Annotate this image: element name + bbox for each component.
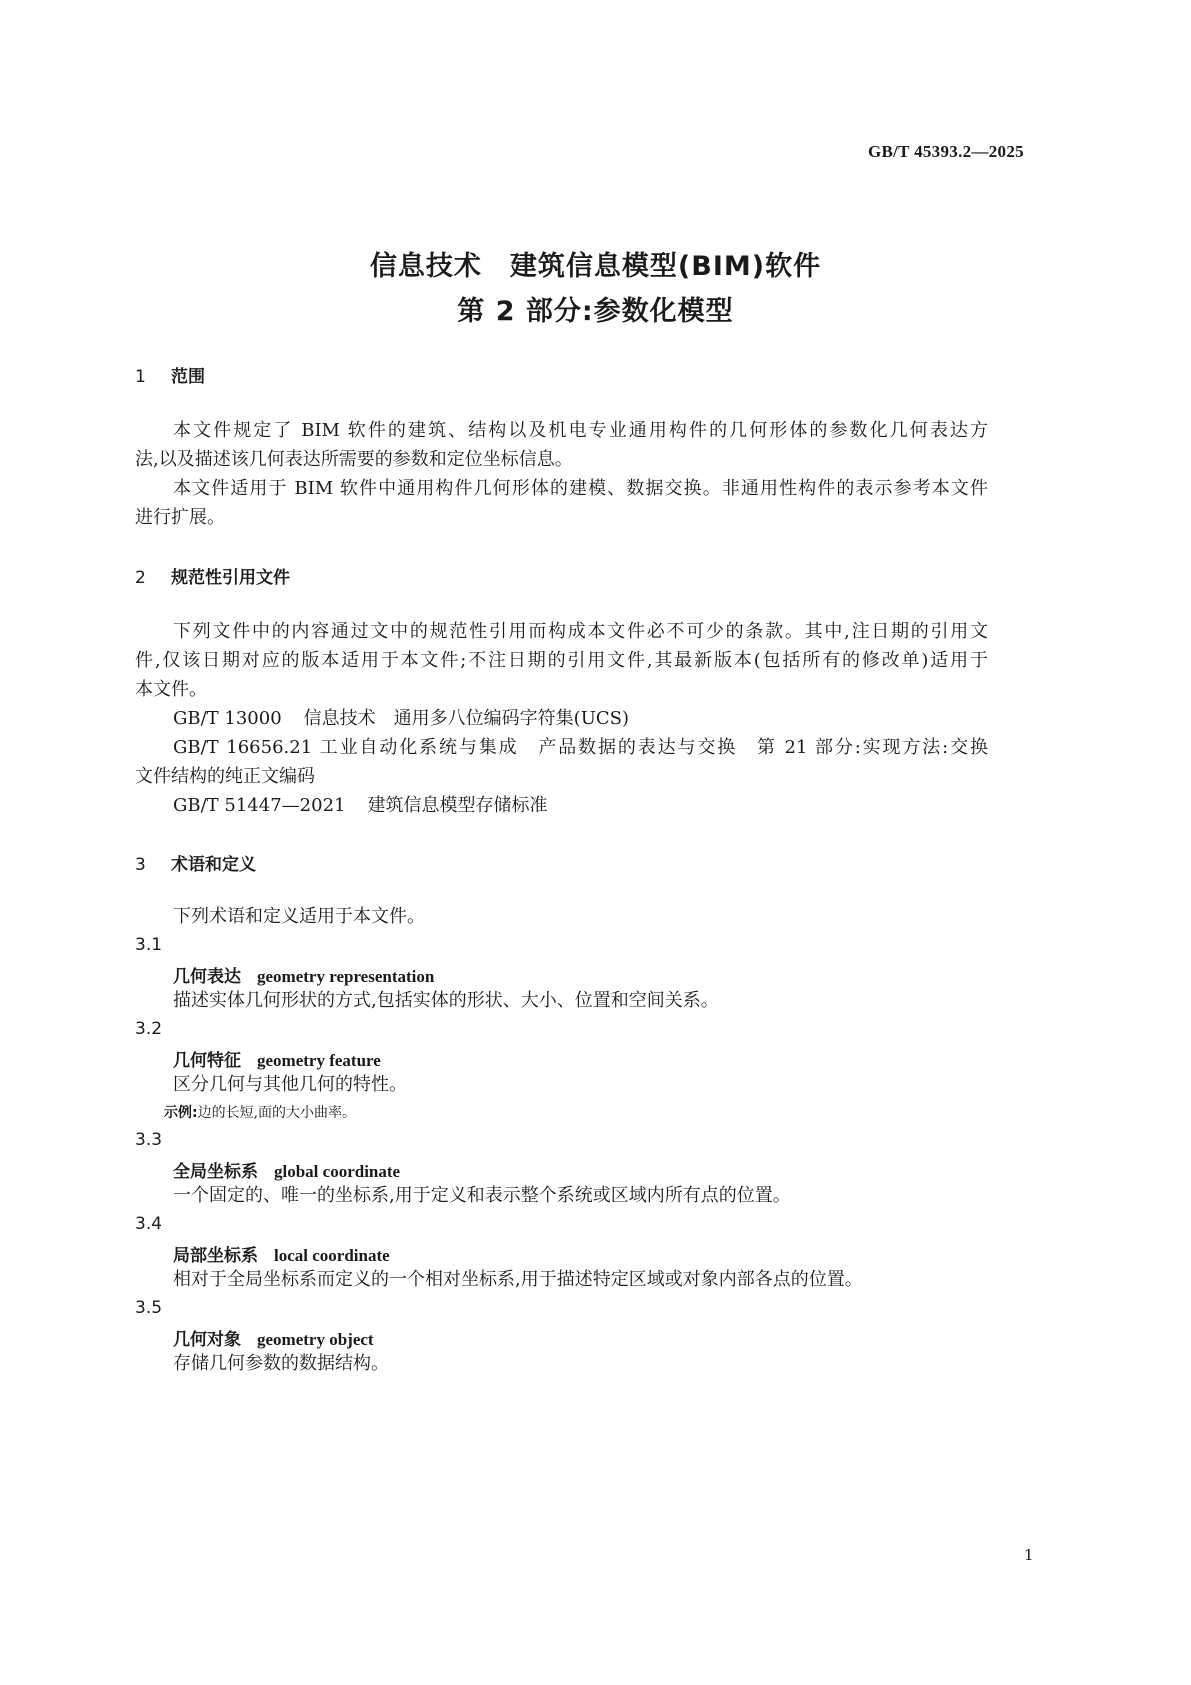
- term-definition: 区分几何与其他几何的特性。: [173, 1074, 407, 1095]
- term-chinese: 几何表达: [173, 967, 241, 987]
- section-3-heading: [135, 850, 256, 875]
- term-english: geometry feature: [257, 1051, 381, 1070]
- section-title: 范围: [171, 367, 205, 387]
- reference-code: GB/T 16656.21: [173, 737, 313, 758]
- term-number: 3.1: [135, 935, 163, 955]
- term-chinese: 全局坐标系: [173, 1162, 258, 1182]
- standard-number: GB/T 45393.2—2025: [868, 142, 1024, 161]
- term-entry: [173, 1325, 374, 1350]
- reference-entry: [173, 736, 988, 760]
- paragraph-line: 本文件适用于 BIM 软件中通用构件几何形体的建模、数据交换。非通用性构件的表示参考本文件: [173, 478, 988, 499]
- paragraph-line: 本文件规定了 BIM 软件的建筑、结构以及机电专业通用构件的几何形体的参数化几何表达方: [173, 420, 988, 441]
- term-entry: [173, 1046, 381, 1071]
- term-definition: 存储几何参数的数据结构。: [173, 1353, 389, 1374]
- term-chinese: 几何对象: [173, 1330, 241, 1350]
- term-entry: [173, 1157, 400, 1182]
- reference-code: GB/T 13000: [173, 708, 282, 729]
- section-number: 2: [135, 568, 146, 588]
- reference-entry: [173, 794, 547, 818]
- paragraph-line: 下列文件中的内容通过文中的规范性引用而构成本文件必不可少的条款。其中,注日期的引用文: [173, 621, 988, 642]
- example-label: 示例:: [164, 1105, 198, 1121]
- reference-title: 建筑信息模型存储标准: [367, 795, 548, 816]
- reference-entry: [173, 707, 629, 731]
- term-number: 3.5: [135, 1298, 163, 1318]
- paragraph-line: 进行扩展。: [135, 507, 225, 528]
- document-title-line2: 第 2 部分:参数化模型: [457, 296, 734, 327]
- term-number: 3.3: [135, 1130, 163, 1150]
- section-2-heading: [135, 563, 290, 588]
- document-title-line1: 信息技术 建筑信息模型(BIM)软件: [369, 251, 822, 282]
- section-1-heading: [135, 362, 205, 387]
- term-english: global coordinate: [274, 1162, 401, 1181]
- term-entry: [173, 1241, 390, 1266]
- section-title: 规范性引用文件: [171, 568, 290, 588]
- term-number: 3.4: [135, 1214, 163, 1234]
- section-number: 1: [135, 367, 146, 387]
- term-chinese: 几何特征: [173, 1051, 241, 1071]
- page-number: 1: [1024, 1546, 1034, 1564]
- term-definition: 相对于全局坐标系而定义的一个相对坐标系,用于描述特定区域或对象内部各点的位置。: [173, 1269, 863, 1290]
- term-chinese: 局部坐标系: [173, 1246, 258, 1266]
- term-number: 3.2: [135, 1019, 163, 1039]
- section-title: 术语和定义: [171, 855, 256, 875]
- terms-intro: 下列术语和定义适用于本文件。: [173, 906, 425, 927]
- reference-code: GB/T 51447—2021: [173, 795, 346, 816]
- reference-title: 信息技术 通用多八位编码字符集(UCS): [303, 708, 629, 729]
- term-entry: [173, 962, 434, 987]
- term-english: local coordinate: [274, 1246, 390, 1265]
- paragraph-line: 法,以及描述该几何表达所需要的参数和定位坐标信息。: [135, 449, 573, 470]
- term-english: geometry representation: [257, 967, 435, 986]
- reference-title: 工业自动化系统与集成 产品数据的表达与交换 第 21 部分:实现方法:交换: [319, 737, 988, 758]
- example-text: 边的长短,面的大小曲率。: [197, 1105, 357, 1121]
- section-number: 3: [135, 855, 146, 875]
- term-definition: 描述实体几何形状的方式,包括实体的形状、大小、位置和空间关系。: [173, 990, 719, 1011]
- term-english: geometry object: [257, 1330, 374, 1349]
- term-example: [164, 1102, 356, 1122]
- paragraph-line: 件,仅该日期对应的版本适用于本文件;不注日期的引用文件,其最新版本(包括所有的修改单)适用于: [135, 650, 988, 671]
- reference-title-continued: 文件结构的纯正文编码: [135, 766, 315, 787]
- term-definition: 一个固定的、唯一的坐标系,用于定义和表示整个系统或区域内所有点的位置。: [173, 1185, 791, 1206]
- paragraph-line: 本文件。: [135, 679, 207, 700]
